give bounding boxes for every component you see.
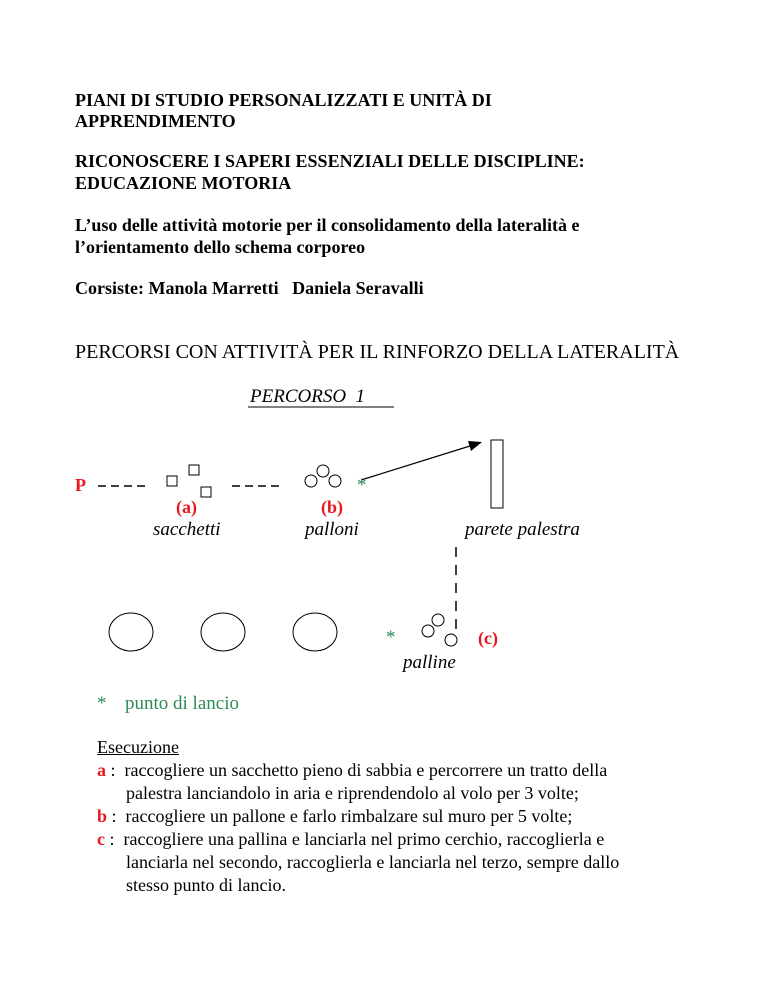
step-c-key: c <box>97 829 105 849</box>
step-a-line-2: palestra lanciandolo in aria e riprendendolo al volo per 3 volte; <box>126 783 579 803</box>
pallina-circle-3 <box>445 634 457 646</box>
step-b-key: b <box>97 806 108 826</box>
title-line-2b: EDUCAZIONE MOTORIA <box>75 173 292 193</box>
title-line-3a: L’uso delle attività motorie per il consolidamento della lateralità e <box>75 215 580 235</box>
label-c: (c) <box>478 628 498 648</box>
title-line-1a: PIANI DI STUDIO PERSONALIZZATI E UNITÀ DI <box>75 90 492 110</box>
pallina-circle-2 <box>422 625 434 637</box>
caption-sacchetti: sacchetti <box>153 519 221 540</box>
wall-rect <box>491 440 503 508</box>
hoop-2 <box>201 613 245 651</box>
pallone-circle-1 <box>317 465 329 477</box>
sacchetto-square-1 <box>167 476 177 486</box>
percorso-title: PERCORSO 1 <box>250 386 366 407</box>
hoop-1 <box>109 613 153 651</box>
legend-text: punto di lancio <box>125 693 239 714</box>
label-a: (a) <box>176 497 197 517</box>
caption-parete-palestra: parete palestra <box>465 519 580 540</box>
sacchetto-square-2 <box>189 465 199 475</box>
step-c-line-3: stesso punto di lancio. <box>126 875 286 895</box>
section-heading: PERCORSI CON ATTIVITÀ PER IL RINFORZO DELLA LATERALITÀ <box>75 341 680 363</box>
label-b: (b) <box>321 497 343 517</box>
step-b-line-1 <box>97 805 572 828</box>
step-a-key: a <box>97 760 106 780</box>
pallone-circle-3 <box>329 475 341 487</box>
caption-palloni: palloni <box>305 519 359 540</box>
step-a-line-1 <box>97 759 607 782</box>
title-line-3b: l’orientamento dello schema corporeo <box>75 237 366 257</box>
caption-palline: palline <box>403 652 456 673</box>
step-b-text-1: : raccogliere un pallone e farlo rimbalzare sul muro per 5 volte; <box>107 806 573 826</box>
execution-heading: Esecuzione <box>97 737 179 757</box>
legend-star: * <box>97 693 107 714</box>
pallina-circle-1 <box>432 614 444 626</box>
corsiste-line: Corsiste: Manola Marretti Daniela Seravalli <box>75 278 424 298</box>
step-c-line-1 <box>97 828 604 851</box>
throw-point-star-1: * <box>357 475 367 496</box>
step-c-line-2: lanciarla nel secondo, raccoglierla e lanciarla nel terzo, sempre dallo <box>126 852 620 872</box>
step-a-text-1: : raccogliere un sacchetto pieno di sabbia e percorrere un tratto della <box>106 760 608 780</box>
throw-arrow-line <box>361 446 470 480</box>
hoop-3 <box>293 613 337 651</box>
pallone-circle-2 <box>305 475 317 487</box>
start-label: P <box>75 475 86 495</box>
throw-point-star-2: * <box>386 627 396 648</box>
step-c-text-1: : raccogliere una pallina e lanciarla nel primo cerchio, raccoglierla e <box>105 829 605 849</box>
title-line-1b: APPRENDIMENTO <box>75 111 236 131</box>
sacchetto-square-3 <box>201 487 211 497</box>
title-line-2a: RICONOSCERE I SAPERI ESSENZIALI DELLE DISCIPLINE: <box>75 151 585 171</box>
throw-arrow-head <box>468 441 482 451</box>
